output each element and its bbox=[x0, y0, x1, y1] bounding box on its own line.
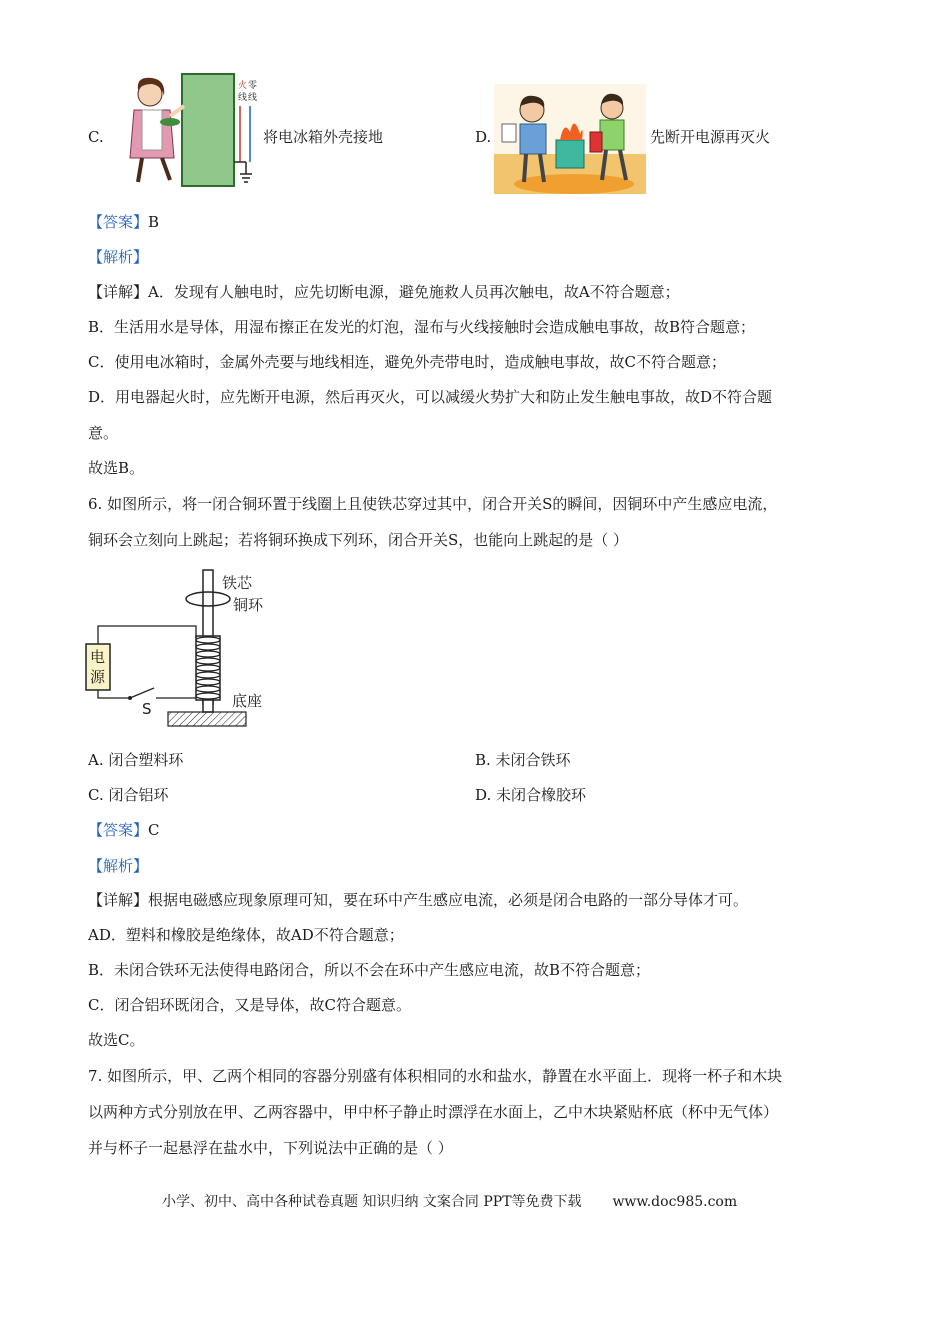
q5-detail-line: B．生活用水是导体，用湿布擦正在发光的灯泡，湿布与火线接触时会造成触电事故，故B符合题意； bbox=[88, 318, 756, 336]
label-copper-ring: 铜环 bbox=[233, 596, 264, 614]
footer-url[interactable]: www.doc985.com bbox=[612, 1194, 738, 1210]
q5-conclusion: 故选B。 bbox=[88, 459, 145, 477]
answer-tag: 【答案】 bbox=[88, 213, 149, 231]
option-c-caption: 将电冰箱外壳接地 bbox=[263, 128, 384, 146]
answer-tag: 【答案】 bbox=[88, 821, 149, 839]
q5-detail-line: 意。 bbox=[88, 424, 119, 442]
page-footer bbox=[162, 1192, 737, 1212]
answer-value: B bbox=[148, 213, 160, 231]
label-switch: S bbox=[142, 700, 152, 718]
q7-stem-line: 并与杯子一起悬浮在盐水中，下列说法中正确的是（ ） bbox=[88, 1139, 453, 1157]
refrigerator-grounding-illustration bbox=[112, 70, 262, 192]
q6-answer-row bbox=[88, 820, 160, 840]
q5-answer-row bbox=[88, 212, 159, 232]
detail-text: 根据电磁感应现象原理可知，要在环中产生感应电流，必须是闭合电路的一部分导体才可。 bbox=[148, 891, 749, 909]
option-d-letter: D. bbox=[475, 128, 492, 146]
wire-label-line2: 线 bbox=[248, 93, 258, 103]
label-base: 底座 bbox=[232, 692, 263, 710]
q6-analysis-row bbox=[88, 856, 148, 876]
option-c-letter: C. bbox=[88, 128, 104, 146]
detail-text: A．发现有人触电时，应先切断电源，避免施救人员再次触电，故A不符合题意； bbox=[148, 283, 680, 301]
label-power-1: 电 bbox=[90, 648, 106, 666]
detail-tag: 【详解】 bbox=[88, 891, 149, 909]
q6-stem-line: 铜环会立刻向上跳起；若将铜环换成下列环，闭合开关S，也能向上跳起的是（ ） bbox=[88, 531, 629, 549]
analysis-tag: 【解析】 bbox=[88, 248, 149, 266]
analysis-tag: 【解析】 bbox=[88, 857, 149, 875]
q6-detail-line bbox=[88, 890, 748, 910]
wire-label-line1: 线 bbox=[238, 93, 248, 103]
q6-option-b: B. 未闭合铁环 bbox=[475, 751, 571, 769]
detail-tag: 【详解】 bbox=[88, 283, 149, 301]
q6-option-a: A. 闭合塑料环 bbox=[88, 751, 184, 769]
wire-label-zero: 零 bbox=[248, 81, 258, 91]
q7-stem-line: 7. 如图所示，甲、乙两个相同的容器分别盛有体积相同的水和盐水，静置在水平面上．现将一杯子和木块 bbox=[88, 1067, 783, 1085]
q6-detail-line: AD．塑料和橡胶是绝缘体，故AD不符合题意； bbox=[88, 926, 404, 944]
q6-option-c: C. 闭合铝环 bbox=[88, 786, 169, 804]
q5-detail-line: D．用电器起火时，应先断开电源，然后再灭火，可以减缓火势扩大和防止发生触电事故，故D不符合题 bbox=[88, 388, 773, 406]
q6-stem-line: 6. 如图所示，将一闭合铜环置于线圈上且使铁芯穿过其中，闭合开关S的瞬间，因铜环中产生感应电流， bbox=[88, 495, 778, 513]
q6-detail-line: C．闭合铝环既闭合，又是导体，故C符合题意。 bbox=[88, 996, 411, 1014]
unplug-then-extinguish-illustration bbox=[494, 84, 646, 194]
answer-value: C bbox=[148, 821, 160, 839]
footer-text: 小学、初中、高中各种试卷真题 知识归纳 文案合同 PPT等免费下载 bbox=[162, 1194, 582, 1210]
q6-conclusion: 故选C。 bbox=[88, 1031, 145, 1049]
induction-coil-figure bbox=[84, 566, 284, 732]
q5-detail-line: C．使用电冰箱时，金属外壳要与地线相连，避免外壳带电时，造成触电事故，故C不符合题意； bbox=[88, 353, 726, 371]
q5-detail-line bbox=[88, 282, 680, 302]
q6-option-d: D. 未闭合橡胶环 bbox=[475, 786, 587, 804]
wire-label-fire: 火 bbox=[238, 81, 248, 91]
option-d-caption: 先断开电源再灭火 bbox=[650, 128, 771, 146]
q7-stem-line: 以两种方式分别放在甲、乙两容器中，甲中杯子静止时漂浮在水面上，乙中木块紧贴杯底（杯中无气体） bbox=[88, 1103, 779, 1121]
label-power-2: 源 bbox=[90, 668, 106, 686]
label-iron-core: 铁芯 bbox=[222, 574, 253, 592]
q6-detail-line: B．未闭合铁环无法使得电路闭合，所以不会在环中产生感应电流，故B不符合题意； bbox=[88, 961, 651, 979]
q5-analysis-row bbox=[88, 247, 148, 267]
